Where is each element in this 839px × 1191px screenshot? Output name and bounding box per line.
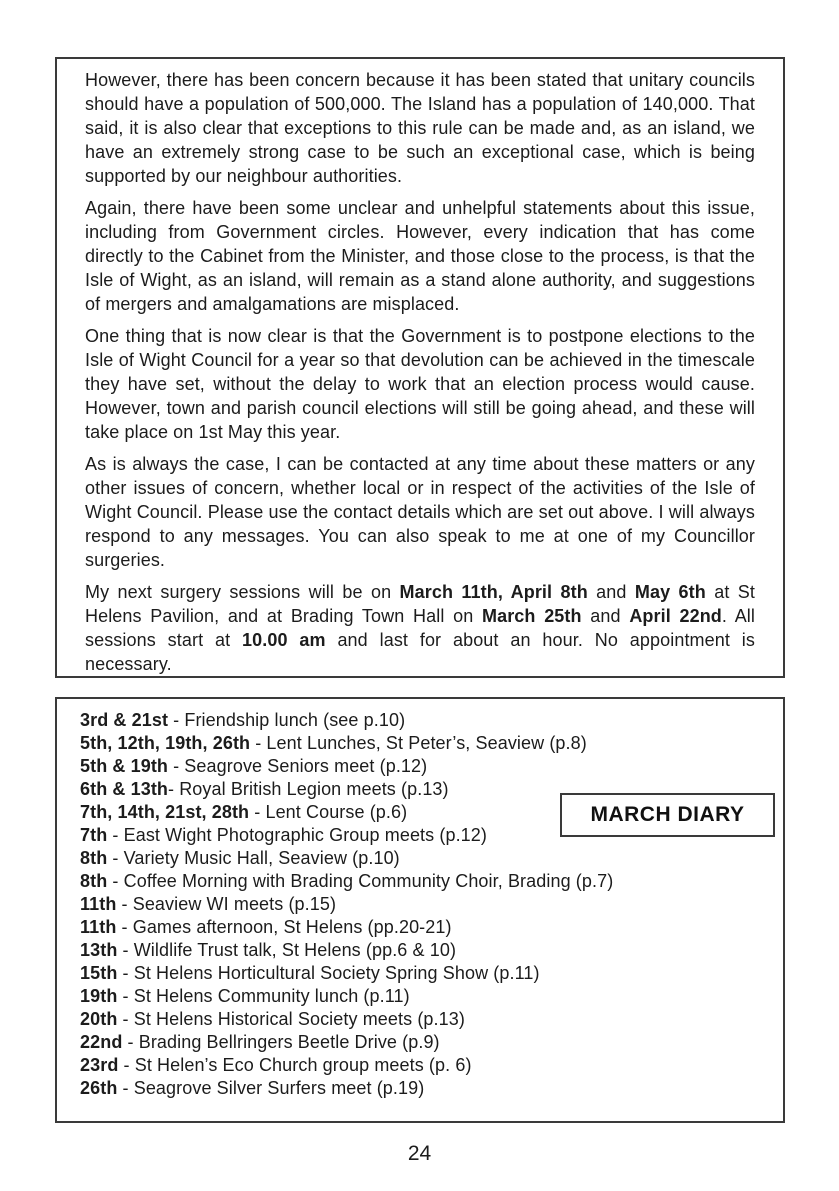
diary-entry-text: - Brading Bellringers Beetle Drive (p.9) bbox=[122, 1032, 440, 1052]
diary-entry-date: 5th & 19th bbox=[80, 756, 169, 776]
article-paragraph bbox=[85, 324, 755, 444]
diary-entry-text: - East Wight Photographic Group meets (p.12) bbox=[107, 825, 487, 845]
diary-entry-text: - Seaview WI meets (p.15) bbox=[116, 894, 337, 914]
diary-entry-text: - St Helens Historical Society meets (p.13) bbox=[117, 1009, 465, 1029]
diary-entry bbox=[80, 1031, 765, 1054]
diary-entry-date: 6th & 13th bbox=[80, 779, 169, 799]
diary-entry-date: 26th bbox=[80, 1078, 118, 1098]
article-paragraph bbox=[85, 580, 755, 676]
diary-entry-text: - St Helens Horticultural Society Spring Show (p.11) bbox=[117, 963, 540, 983]
article-bold-text: March 25th bbox=[482, 606, 582, 626]
diary-entry-text: - St Helen’s Eco Church group meets (p. 6) bbox=[118, 1055, 472, 1075]
page-number: 24 bbox=[407, 1142, 432, 1165]
article-text: and bbox=[587, 582, 635, 602]
article-text: and last for about an hour. No appointment is necessary. bbox=[85, 630, 755, 674]
article-paragraph bbox=[85, 68, 755, 188]
article-bold-text: March 11th, April 8th bbox=[399, 582, 588, 602]
diary-entry-date: 11th bbox=[80, 917, 117, 937]
article-text: Again, there have been some unclear and unhelpful statements about this issue, including from Government circles. However, every indication that has come directly to the Cabinet from the Minister, and those close to the process, is that the Isle of Wight, as an island, will remain as a stand alone authority, and suggestions of mergers and amalgamations are misplaced. bbox=[85, 198, 755, 314]
diary-entry-text: - Lent Lunches, St Peter’s, Seaview (p.8) bbox=[250, 733, 587, 753]
article-text: As is always the case, I can be contacted at any time about these matters or any other issues of concern, whether local or in respect of the activities of the Isle of Wight Council. Please use the contact details which are set out above. I will always respond to any messages. You can also speak to me at one of my Councillor surgeries. bbox=[85, 454, 755, 570]
diary-entry-date: 3rd & 21st bbox=[80, 710, 169, 730]
diary-entry-text: - Games afternoon, St Helens (pp.20-21) bbox=[116, 917, 452, 937]
diary-entry bbox=[80, 755, 765, 778]
diary-entry-date: 8th bbox=[80, 848, 108, 868]
diary-entry bbox=[80, 732, 765, 755]
diary-entry-text: - Royal British Legion meets (p.13) bbox=[168, 779, 449, 799]
diary-entry-text: - Lent Course (p.6) bbox=[249, 802, 408, 822]
article-paragraphs bbox=[85, 68, 755, 676]
diary-entry bbox=[80, 916, 765, 939]
diary-entry-date: 5th, 12th, 19th, 26th bbox=[80, 733, 251, 753]
article-text: My next surgery sessions will be on bbox=[85, 582, 400, 602]
article-box bbox=[55, 57, 785, 678]
diary-entry bbox=[80, 709, 765, 732]
diary-entry bbox=[80, 893, 765, 916]
article-paragraph bbox=[85, 196, 755, 316]
article-paragraph bbox=[85, 452, 755, 572]
article-text: However, there has been concern because it has been stated that unitary councils should have a population of 500,000. The Island has a population of 140,000. That said, it is also clear that exceptions to this rule can be made and, as an island, we have an extremely strong case to be such an exceptional case, which is being supported by our neighbour authorities. bbox=[85, 70, 755, 186]
diary-entry-date: 8th bbox=[80, 871, 108, 891]
diary-entry-text: - Variety Music Hall, Seaview (p.10) bbox=[107, 848, 400, 868]
diary-entry-date: 23rd bbox=[80, 1055, 119, 1075]
diary-entries bbox=[80, 709, 765, 1100]
article-text: at St Helens Pavilion, and at Brading Town Hall on bbox=[85, 582, 756, 626]
diary-entry-text: - St Helens Community lunch (p.11) bbox=[117, 986, 410, 1006]
diary-entry-date: 19th bbox=[80, 986, 118, 1006]
article-bold-text: May 6th bbox=[634, 582, 706, 602]
article-bold-text: April 22nd bbox=[629, 606, 722, 626]
diary-entry bbox=[80, 962, 765, 985]
diary-entry bbox=[80, 870, 765, 893]
diary-entry-text: - Coffee Morning with Brading Community Choir, Brading (p.7) bbox=[107, 871, 614, 891]
diary-entry-text: - Seagrove Seniors meet (p.12) bbox=[168, 756, 428, 776]
article-bold-text: 10.00 am bbox=[242, 630, 326, 650]
diary-entry-date: 20th bbox=[80, 1009, 118, 1029]
diary-entry-text: - Wildlife Trust talk, St Helens (pp.6 & 10) bbox=[117, 940, 457, 960]
diary-entry-text: - Seagrove Silver Surfers meet (p.19) bbox=[117, 1078, 425, 1098]
diary-entry bbox=[80, 1054, 765, 1077]
diary-entry-date: 15th bbox=[80, 963, 118, 983]
diary-entry bbox=[80, 939, 765, 962]
diary-entry bbox=[80, 1008, 765, 1031]
article-text: . All sessions start at bbox=[85, 606, 755, 650]
diary-entry bbox=[80, 847, 765, 870]
article-text: and bbox=[581, 606, 630, 626]
diary-entry-date: 7th, 14th, 21st, 28th bbox=[80, 802, 250, 822]
diary-entry-date: 11th bbox=[80, 894, 117, 914]
diary-entry-date: 22nd bbox=[80, 1032, 123, 1052]
march-diary-label-box bbox=[560, 793, 775, 837]
march-diary-title: MARCH DIARY bbox=[590, 803, 745, 826]
diary-entry-date: 7th bbox=[80, 825, 108, 845]
diary-entry bbox=[80, 1077, 765, 1100]
diary-entry bbox=[80, 985, 765, 1008]
article-text: One thing that is now clear is that the Government is to postpone elections to the Isle of Wight Council for a year so that devolution can be achieved in the timescale they have set, without the delay to work that an election process would cause. However, town and parish council elections will still be going ahead, and these will take place on 1st May this year. bbox=[85, 326, 755, 442]
diary-entry-text: - Friendship lunch (see p.10) bbox=[168, 710, 406, 730]
diary-entry-date: 13th bbox=[80, 940, 118, 960]
diary-box bbox=[55, 697, 785, 1123]
